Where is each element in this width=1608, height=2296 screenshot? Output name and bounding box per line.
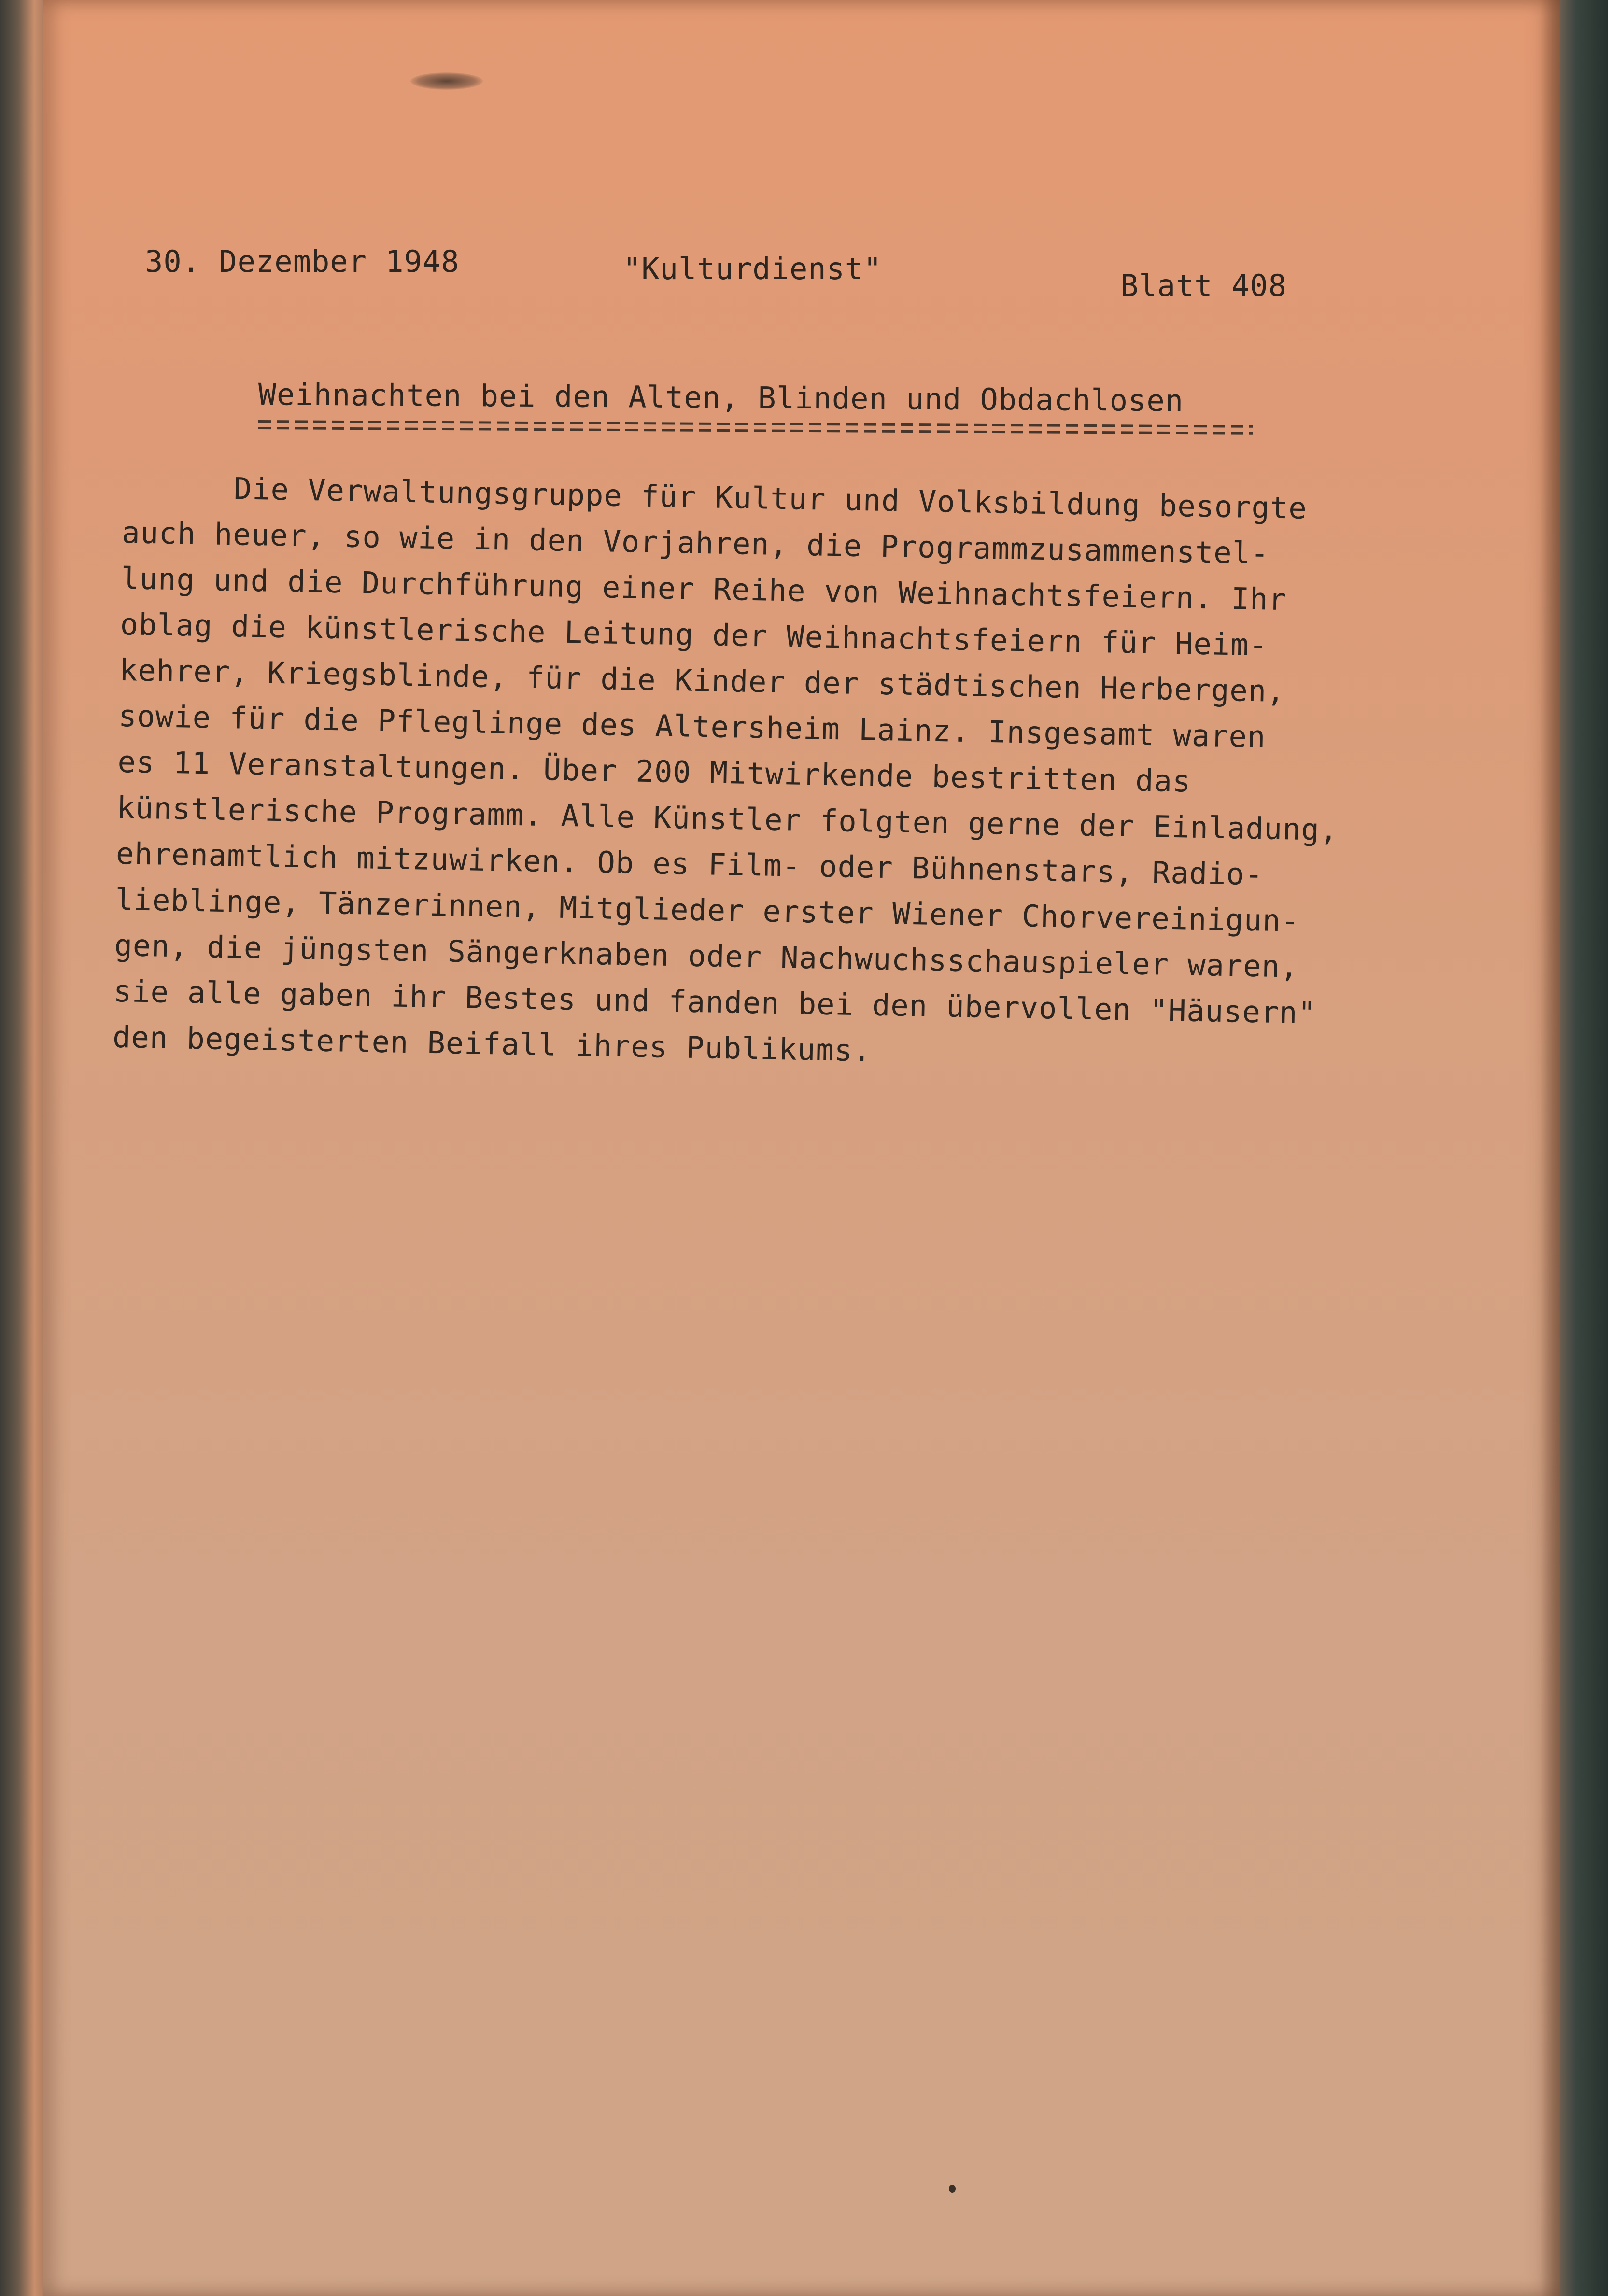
body-line: künstlerische Programm. Alle Künstler folgten gerne der Einladung, — [116, 789, 1339, 848]
page-fold-shadow — [1540, 0, 1560, 2296]
article-headline: Weihnachten bei den Alten, Blinden und Obdachlosen — [258, 377, 1184, 419]
header-date: 30. Dezember 1948 — [145, 244, 460, 279]
left-binding-edge — [0, 0, 46, 2296]
document-page — [43, 0, 1560, 2296]
body-line: lieblinge, Tänzerinnen, Mitglieder erster Wiener Chorvereinigun- — [114, 881, 1300, 939]
right-background-edge — [1555, 0, 1608, 2296]
body-line: den begeisterten Beifall ihres Publikums. — [112, 1019, 872, 1069]
body-line: kehrer, Kriegsblinde, für die Kinder der städtischen Herbergen, — [119, 652, 1286, 709]
body-line: ehrenamtlich mitzuwirken. Ob es Film- oder Bühnenstars, Radio- — [115, 835, 1264, 892]
body-line: sowie für die Pfleglinge des Altersheim Lainz. Insgesamt waren — [118, 698, 1266, 755]
body-line: auch heuer, so wie in den Vorjahren, die Programmzusammenstel- — [121, 514, 1269, 571]
body-line: lung und die Durchführung einer Reihe von Weihnachtsfeiern. Ihr — [120, 560, 1287, 618]
article-body — [112, 464, 1344, 1082]
body-line: Die Verwaltungsgruppe für Kultur und Volksbildung besorgte — [122, 468, 1308, 526]
body-line: oblag die künstlerische Leitung der Weihnachtsfeiern für Heim- — [120, 606, 1268, 663]
ink-smudge-mark — [410, 72, 483, 90]
body-line: sie alle gaben ihr Bestes und fanden bei den übervollen "Häusern" — [113, 973, 1317, 1031]
body-line: gen, die jüngsten Sängerknaben oder Nachwuchsschauspieler waren, — [114, 927, 1299, 985]
body-line: es 11 Veranstaltungen. Über 200 Mitwirkende bestritten das — [117, 744, 1191, 799]
header-page-number: Blatt 408 — [1120, 268, 1287, 303]
header-publication: "Kulturdienst" — [623, 251, 882, 286]
paper-dot-mark — [949, 2185, 956, 2193]
